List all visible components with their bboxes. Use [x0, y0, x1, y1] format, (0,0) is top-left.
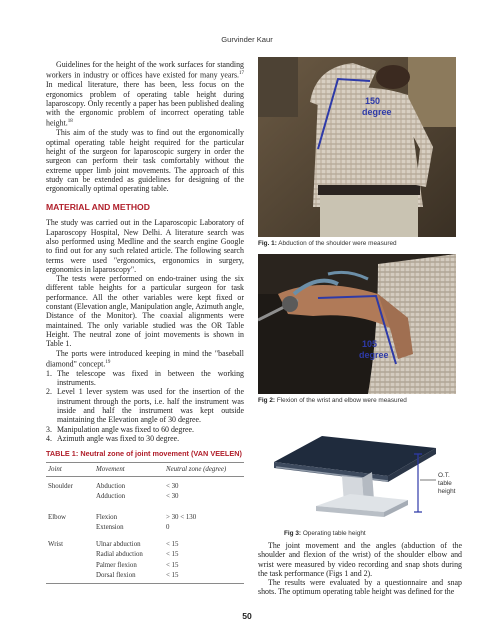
figure-3-caption: Fig 3: Operating table height [284, 530, 366, 537]
column-header-joint: Joint [46, 463, 96, 477]
figure-3-label: Fig 3: [284, 530, 302, 537]
methods-paragraph-2: The tests were performed on endo-trainer using the six different table heights for a particular surgeon for task performance. All the other variables were kept fixed or constant (Elevation angle, Manipulation angle, Azimuth angle, Distance of the Monitor). The coaxial alignments were maintained. The only variable studied was the OR Table Height. The neutral zone of joint movements is shown in Table 1. [46, 274, 244, 349]
table-caption: TABLE 1: Neutral zone of joint movement (VAN VEELEN) [46, 449, 242, 459]
page-number: 50 [242, 611, 252, 621]
fig2-annotation-unit: degree [359, 350, 389, 360]
fig2-annotation-value: 105 [362, 339, 378, 349]
fig3-annotation: O.T. table height [438, 472, 456, 495]
column-header-movement: Movement [96, 463, 166, 477]
fig1-annotation-unit: degree [362, 107, 392, 117]
table-row: Radial abduction < 15 [96, 551, 179, 559]
figure-2-photo [258, 254, 456, 394]
intro-paragraph-1: Guidelines for the height of the work surfaces for standing workers in industry or offices have existed for many years.$^{17}$ In medical literature, there has been, less focus on the ergonomics problem of operating table height during laparoscopy. Only recently a paper has been published dealing with the ergonomic problem of incorrect operating table height.$^{18}$ [46, 60, 244, 129]
list-item: 4. Azimuth angle was fixed to 30 degree. [46, 433, 180, 443]
figure-1-photo [258, 57, 456, 237]
table-row: Wrist Ulnar abduction < 15 [48, 540, 179, 548]
table-row: Extension 0 [96, 524, 170, 532]
list-item: 2. Level 1 lever system was used for the insertion of the instrument through the ports, i.e. half the instrument was inside and half the instrument was kept outside maintaining the Elevation angle of 30 degree. [46, 387, 244, 425]
list-item: 3. Manipulation angle was fixed to 60 degree. [46, 424, 194, 434]
table-row: Adduction < 30 [96, 493, 179, 501]
results-paragraph-2: The results were evaluated by a questionnaire and snap shots. The optimum operating table height was defined for the [258, 578, 462, 597]
fig1-annotation-value: 150 [365, 96, 381, 106]
results-text [258, 541, 462, 597]
joint-movement-table [46, 462, 244, 584]
figure-2-caption: Fig 2: Flexion of the wrist and elbow were measured [258, 397, 407, 404]
table-row: Shoulder Abduction < 30 [48, 482, 179, 490]
wrist-elbow-flexion-photo [258, 254, 456, 394]
citation-18: 18 [67, 119, 73, 125]
citation-19: 19 [105, 359, 111, 365]
methods-paragraph-3: The ports were introduced keeping in mind the "baseball diamond" concept.$^{19}$ [46, 348, 244, 369]
shoulder-abduction-photo [258, 57, 456, 237]
results-paragraph-1: The joint movement and the angles (abduction of the shoulder and flexion of the wrist) of the shoulder elbow and wrist were measured by video recording and snap shots during the task performance (Figs 1 and 2). [258, 541, 462, 578]
figure-2-label: Fig 2: [258, 397, 276, 404]
table-row: Palmer flexion < 15 [96, 561, 179, 569]
figure-3-illustration [258, 414, 468, 526]
figure-1-caption: Fig. 1: Abduction of the shoulder were measured [258, 240, 397, 247]
list-item: 1. The telescope was fixed in between the working instruments. [46, 368, 244, 388]
figure-1-label: Fig. 1: [258, 240, 277, 247]
citation-17: 17 [239, 71, 244, 77]
table-row: Elbow Flexion > 30 < 130 [48, 513, 197, 521]
left-column [46, 60, 244, 584]
section-heading-methods: MATERIAL AND METHOD [46, 202, 150, 213]
table-row: Dorsal flexion < 15 [96, 572, 179, 580]
methods-list [46, 369, 244, 443]
operating-table-illustration [258, 414, 468, 526]
table-header-row [46, 463, 244, 477]
column-header-neutral-zone: Neutral zone (degree) [166, 463, 244, 477]
intro-text [46, 60, 244, 193]
methods-text [46, 218, 244, 368]
methods-paragraph-1: The study was carried out in the Laparoscopic Laboratory of Laparoscopy Hospital, New Delhi. A literature search was also performed using Medline and the search engine Google to find out for any such related article. The following search terms were used "ergonomics, ergonomics in surgery, ergonomics in laparoscopy". [46, 218, 244, 274]
intro-paragraph-2: This aim of the study was to find out the ergonomically optimal operating table height required for the particular height of the surgeon for laparoscopic surgery in order the surgeon can perform their task comfortably without the extreme upper limb joint movements. The approach of this study can be extended as guidelines for designing of the ergonomically optimal operating table. [46, 128, 244, 194]
running-head-author: Gurvinder Kaur [221, 35, 273, 44]
